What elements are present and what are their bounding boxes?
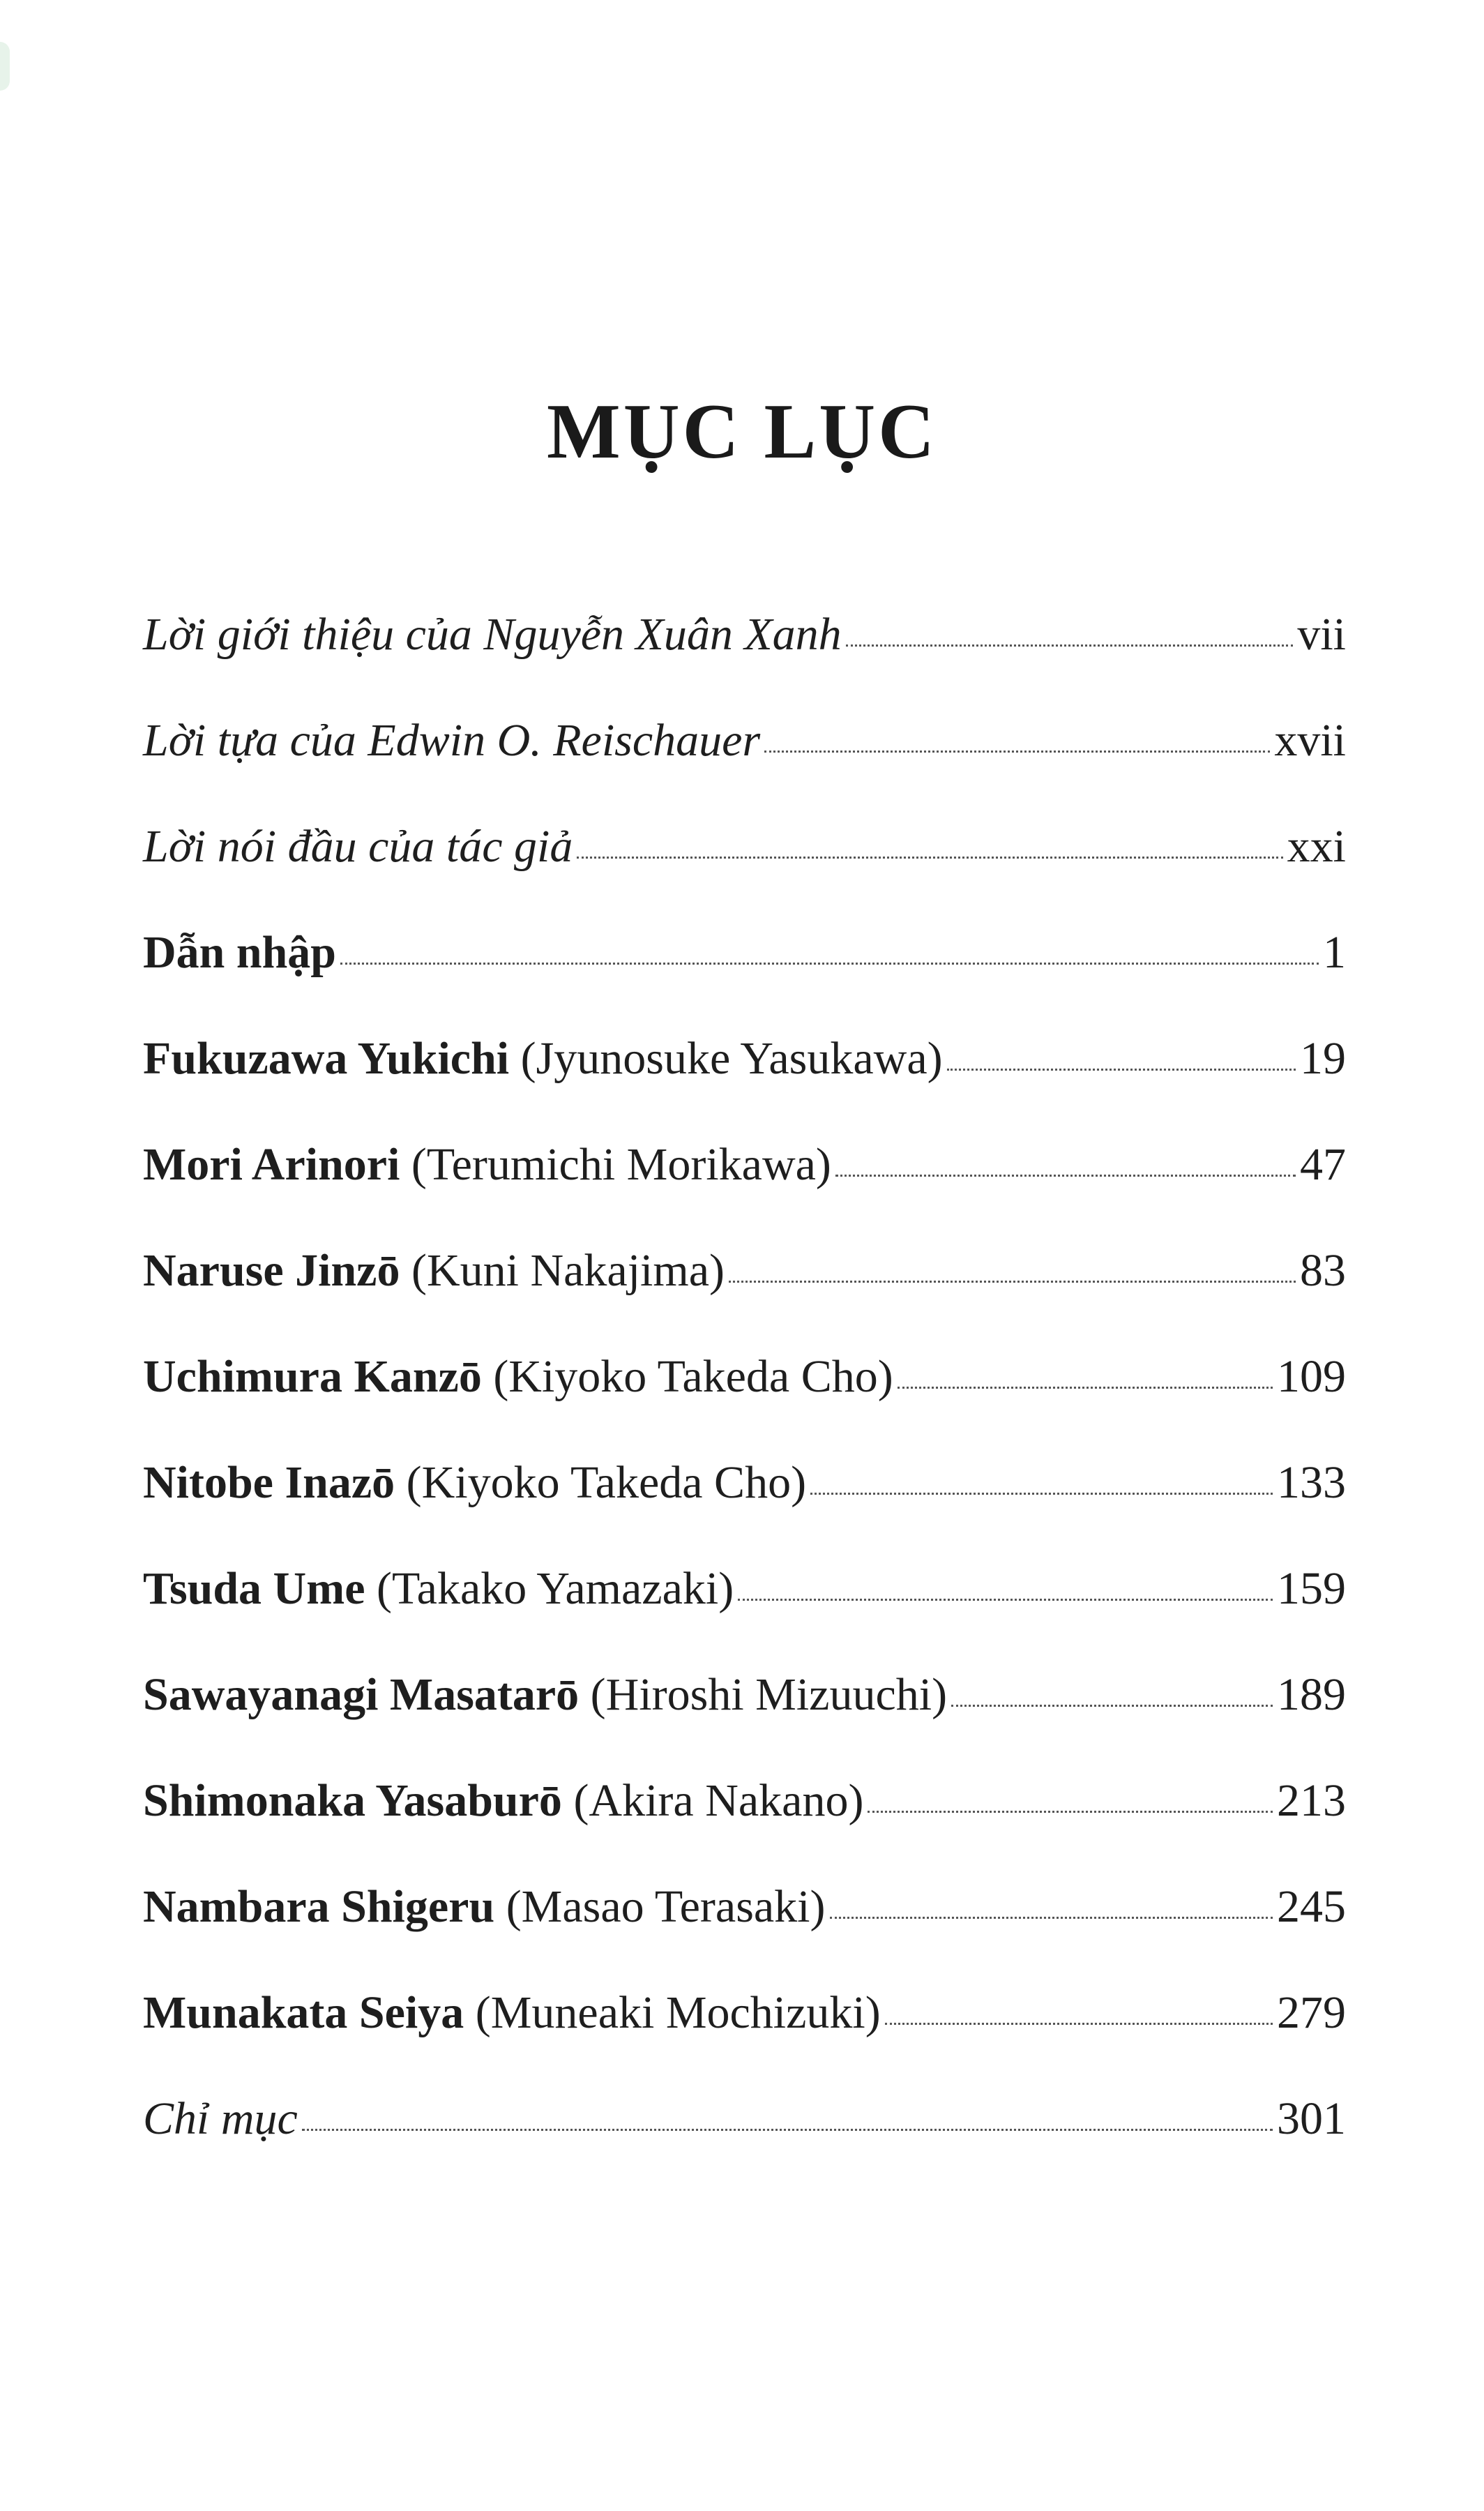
toc-entry-title: Lời tựa của Edwin O. Reischauer xyxy=(143,715,761,766)
toc-entry xyxy=(143,1031,1346,1137)
dot-leader xyxy=(340,963,1319,965)
dot-leader xyxy=(835,1175,1296,1177)
toc-entry-author: (Takako Yamazaki) xyxy=(365,1563,734,1614)
toc-entry-label xyxy=(143,1985,881,2040)
dot-leader xyxy=(302,2129,1273,2131)
toc-entry-page: xvii xyxy=(1274,715,1346,766)
toc-entry-label xyxy=(143,1879,826,1934)
toc-entry xyxy=(143,1667,1346,1773)
toc-entry-page: 109 xyxy=(1277,1351,1346,1402)
toc-entry-page: vii xyxy=(1297,609,1346,660)
dot-leader xyxy=(868,1811,1273,1813)
toc-entry-author: (Kiyoko Takeda Cho) xyxy=(481,1351,893,1402)
toc-entry xyxy=(143,1985,1346,2091)
dot-leader xyxy=(846,644,1294,647)
toc-entry-author: (Hiroshi Mizuuchi) xyxy=(579,1669,948,1720)
toc-entry-label xyxy=(143,713,760,768)
toc-entry-label xyxy=(143,1773,863,1828)
toc-entry-label xyxy=(143,1137,831,1192)
toc-entry-author: (Muneaki Mochizuki) xyxy=(464,1987,881,2038)
dot-leader xyxy=(738,1599,1273,1601)
toc-entry-page: 159 xyxy=(1277,1563,1346,1614)
toc-entry-title: Chỉ mục xyxy=(143,2093,298,2144)
page-title: MỤC LỤC xyxy=(547,389,937,476)
toc-entry xyxy=(143,1879,1346,1985)
toc-entry-label xyxy=(143,607,842,662)
toc-entry xyxy=(143,925,1346,1031)
toc-entry xyxy=(143,1137,1346,1243)
toc-entry-label xyxy=(143,2091,298,2146)
toc-entry-title: Munakata Seiya xyxy=(143,1987,464,2038)
toc-entry-title: Naruse Jinzō xyxy=(143,1245,400,1296)
toc-entry-label xyxy=(143,1667,947,1722)
table-of-contents xyxy=(143,607,1346,2197)
dot-leader xyxy=(885,2023,1273,2025)
toc-entry-page: 245 xyxy=(1277,1881,1346,1932)
dot-leader xyxy=(830,1917,1273,1919)
toc-entry-page: 47 xyxy=(1300,1139,1346,1190)
toc-entry-title: Lời giới thiệu của Nguyễn Xuân Xanh xyxy=(143,609,842,660)
dot-leader xyxy=(898,1387,1273,1389)
toc-entry-title: Mori Arinori xyxy=(143,1139,400,1190)
toc-entry-page: 83 xyxy=(1300,1245,1346,1296)
toc-entry-author: (Masao Terasaki) xyxy=(494,1881,826,1932)
toc-entry-author: (Kiyoko Takeda Cho) xyxy=(395,1457,807,1508)
toc-entry-title: Lời nói đầu của tác giả xyxy=(143,821,573,872)
toc-entry-page: 213 xyxy=(1277,1775,1346,1826)
toc-entry-label xyxy=(143,1349,893,1404)
dot-leader xyxy=(951,1705,1273,1707)
toc-entry xyxy=(143,1455,1346,1561)
toc-entry-page: 1 xyxy=(1323,927,1346,978)
toc-entry-page: 19 xyxy=(1300,1033,1346,1084)
toc-entry-author: (Jyunosuke Yasukawa) xyxy=(509,1033,943,1084)
toc-entry xyxy=(143,1561,1346,1667)
dot-leader xyxy=(729,1281,1296,1283)
toc-entry xyxy=(143,2091,1346,2197)
dot-leader xyxy=(764,751,1270,753)
toc-entry-label xyxy=(143,1243,725,1298)
toc-entry-title: Tsuda Ume xyxy=(143,1563,365,1614)
toc-entry xyxy=(143,1243,1346,1349)
toc-entry-label xyxy=(143,925,336,980)
toc-entry xyxy=(143,713,1346,819)
dot-leader xyxy=(810,1493,1273,1495)
toc-entry-page: 133 xyxy=(1277,1457,1346,1508)
toc-entry-title: Fukuzawa Yukichi xyxy=(143,1033,510,1084)
toc-entry xyxy=(143,1773,1346,1879)
toc-entry-title: Dẫn nhập xyxy=(143,927,336,978)
page-edge-mark xyxy=(0,42,10,91)
toc-entry-label xyxy=(143,1455,806,1510)
dot-leader xyxy=(577,857,1282,859)
toc-entry xyxy=(143,607,1346,713)
toc-entry xyxy=(143,819,1346,925)
toc-entry xyxy=(143,1349,1346,1455)
toc-entry-label xyxy=(143,819,573,874)
toc-entry-title: Sawayanagi Masatarō xyxy=(143,1669,580,1720)
toc-entry-page: 189 xyxy=(1277,1669,1346,1720)
toc-entry-author: (Kuni Nakajima) xyxy=(400,1245,725,1296)
toc-entry-page: 279 xyxy=(1277,1987,1346,2038)
toc-entry-title: Shimonaka Yasaburō xyxy=(143,1775,562,1826)
toc-entry-page: xxi xyxy=(1287,821,1346,872)
toc-entry-author: (Terumichi Morikawa) xyxy=(400,1139,831,1190)
toc-entry-title: Nitobe Inazō xyxy=(143,1457,395,1508)
toc-entry-title: Nambara Shigeru xyxy=(143,1881,495,1932)
toc-entry-label xyxy=(143,1561,734,1616)
dot-leader xyxy=(947,1069,1296,1071)
toc-entry-label xyxy=(143,1031,943,1086)
toc-entry-title: Uchimura Kanzō xyxy=(143,1351,482,1402)
toc-entry-page: 301 xyxy=(1277,2093,1346,2144)
toc-entry-author: (Akira Nakano) xyxy=(561,1775,864,1826)
